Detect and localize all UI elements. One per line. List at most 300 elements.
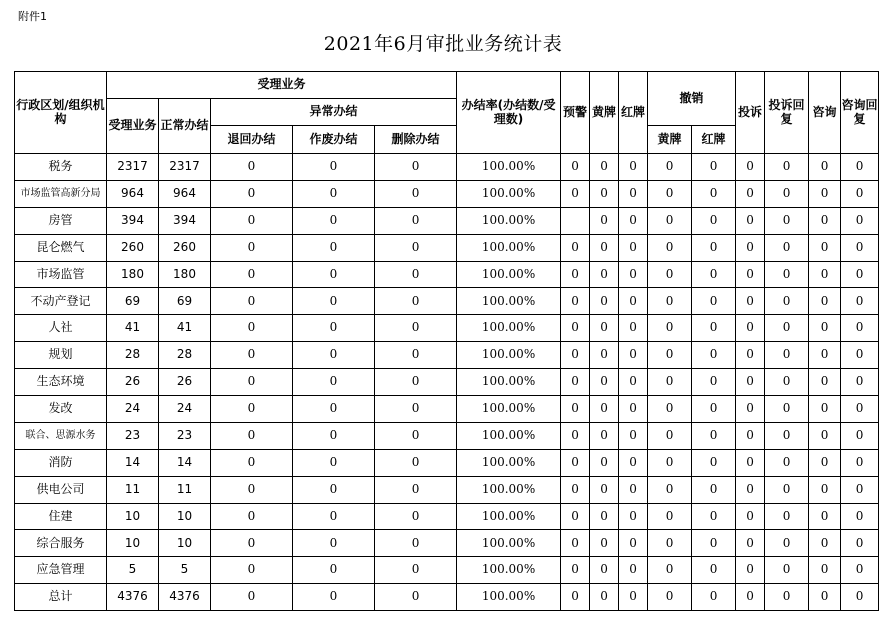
cell-red: 0 bbox=[619, 207, 648, 234]
cell-complaint-reply: 0 bbox=[765, 369, 809, 396]
cell-rate: 100.00% bbox=[457, 557, 561, 584]
cell-revoke-red: 0 bbox=[692, 342, 736, 369]
cell-accepted: 2317 bbox=[107, 154, 159, 181]
cell-revoke-yellow: 0 bbox=[648, 315, 692, 342]
cell-warning: 0 bbox=[561, 261, 590, 288]
cell-yellow: 0 bbox=[590, 396, 619, 423]
cell-accepted: 28 bbox=[107, 342, 159, 369]
cell-returned: 0 bbox=[211, 584, 293, 611]
header-warning: 预警 bbox=[561, 72, 590, 154]
cell-complaint-reply: 0 bbox=[765, 449, 809, 476]
cell-normal: 41 bbox=[159, 315, 211, 342]
cell-voided: 0 bbox=[293, 261, 375, 288]
table-row bbox=[15, 207, 879, 234]
cell-returned: 0 bbox=[211, 503, 293, 530]
cell-revoke-yellow: 0 bbox=[648, 207, 692, 234]
cell-warning: 0 bbox=[561, 180, 590, 207]
row-org: 市场监管高新分局 bbox=[15, 180, 107, 207]
cell-complaint: 0 bbox=[736, 530, 765, 557]
cell-returned: 0 bbox=[211, 180, 293, 207]
cell-complaint-reply: 0 bbox=[765, 530, 809, 557]
row-org: 市场监管 bbox=[15, 261, 107, 288]
cell-returned: 0 bbox=[211, 369, 293, 396]
header-yellow: 黄牌 bbox=[590, 72, 619, 154]
cell-revoke-red: 0 bbox=[692, 288, 736, 315]
cell-rate: 100.00% bbox=[457, 584, 561, 611]
cell-revoke-yellow: 0 bbox=[648, 449, 692, 476]
cell-complaint: 0 bbox=[736, 369, 765, 396]
cell-red: 0 bbox=[619, 369, 648, 396]
row-org: 税务 bbox=[15, 154, 107, 181]
cell-revoke-red: 0 bbox=[692, 154, 736, 181]
cell-accepted: 14 bbox=[107, 449, 159, 476]
header-rate: 办结率(办结数/受理数) bbox=[457, 72, 561, 154]
cell-revoke-red: 0 bbox=[692, 476, 736, 503]
cell-red: 0 bbox=[619, 557, 648, 584]
cell-warning: 0 bbox=[561, 422, 590, 449]
cell-yellow: 0 bbox=[590, 261, 619, 288]
cell-consult: 0 bbox=[809, 422, 841, 449]
cell-consult: 0 bbox=[809, 207, 841, 234]
cell-complaint: 0 bbox=[736, 288, 765, 315]
row-org: 发改 bbox=[15, 396, 107, 423]
table-row bbox=[15, 503, 879, 530]
cell-rate: 100.00% bbox=[457, 503, 561, 530]
cell-consult-reply: 0 bbox=[841, 342, 879, 369]
cell-complaint: 0 bbox=[736, 180, 765, 207]
cell-accepted: 964 bbox=[107, 180, 159, 207]
table-body bbox=[15, 154, 879, 611]
cell-yellow: 0 bbox=[590, 530, 619, 557]
cell-rate: 100.00% bbox=[457, 207, 561, 234]
cell-voided: 0 bbox=[293, 180, 375, 207]
cell-complaint: 0 bbox=[736, 261, 765, 288]
cell-complaint: 0 bbox=[736, 315, 765, 342]
cell-yellow: 0 bbox=[590, 557, 619, 584]
cell-consult-reply: 0 bbox=[841, 449, 879, 476]
cell-red: 0 bbox=[619, 396, 648, 423]
cell-deleted: 0 bbox=[375, 557, 457, 584]
cell-complaint: 0 bbox=[736, 234, 765, 261]
cell-returned: 0 bbox=[211, 396, 293, 423]
cell-complaint-reply: 0 bbox=[765, 503, 809, 530]
cell-red: 0 bbox=[619, 476, 648, 503]
cell-accepted: 260 bbox=[107, 234, 159, 261]
cell-yellow: 0 bbox=[590, 503, 619, 530]
cell-voided: 0 bbox=[293, 342, 375, 369]
cell-rate: 100.00% bbox=[457, 530, 561, 557]
cell-revoke-yellow: 0 bbox=[648, 342, 692, 369]
cell-voided: 0 bbox=[293, 369, 375, 396]
row-org: 应急管理 bbox=[15, 557, 107, 584]
cell-consult-reply: 0 bbox=[841, 288, 879, 315]
cell-accepted: 69 bbox=[107, 288, 159, 315]
header-returned: 退回办结 bbox=[211, 126, 293, 154]
cell-consult: 0 bbox=[809, 503, 841, 530]
cell-deleted: 0 bbox=[375, 449, 457, 476]
cell-warning: 0 bbox=[561, 369, 590, 396]
cell-complaint: 0 bbox=[736, 207, 765, 234]
cell-deleted: 0 bbox=[375, 530, 457, 557]
cell-revoke-yellow: 0 bbox=[648, 476, 692, 503]
cell-deleted: 0 bbox=[375, 396, 457, 423]
cell-revoke-yellow: 0 bbox=[648, 422, 692, 449]
table-row bbox=[15, 234, 879, 261]
cell-warning: 0 bbox=[561, 530, 590, 557]
cell-rate: 100.00% bbox=[457, 154, 561, 181]
cell-warning: 0 bbox=[561, 476, 590, 503]
cell-red: 0 bbox=[619, 422, 648, 449]
cell-complaint: 0 bbox=[736, 476, 765, 503]
header-accepted-group: 受理业务 bbox=[107, 72, 457, 99]
cell-revoke-red: 0 bbox=[692, 530, 736, 557]
cell-returned: 0 bbox=[211, 342, 293, 369]
cell-revoke-red: 0 bbox=[692, 557, 736, 584]
cell-voided: 0 bbox=[293, 449, 375, 476]
cell-yellow: 0 bbox=[590, 288, 619, 315]
cell-warning: 0 bbox=[561, 396, 590, 423]
table-row bbox=[15, 180, 879, 207]
cell-deleted: 0 bbox=[375, 180, 457, 207]
cell-yellow: 0 bbox=[590, 315, 619, 342]
cell-revoke-yellow: 0 bbox=[648, 154, 692, 181]
cell-warning: 0 bbox=[561, 449, 590, 476]
row-org: 房管 bbox=[15, 207, 107, 234]
cell-voided: 0 bbox=[293, 584, 375, 611]
cell-normal: 24 bbox=[159, 396, 211, 423]
cell-normal: 964 bbox=[159, 180, 211, 207]
header-complaint: 投诉 bbox=[736, 72, 765, 154]
cell-deleted: 0 bbox=[375, 261, 457, 288]
cell-yellow: 0 bbox=[590, 584, 619, 611]
header-consult: 咨询 bbox=[809, 72, 841, 154]
cell-yellow: 0 bbox=[590, 476, 619, 503]
row-org: 联合、思源水务 bbox=[15, 422, 107, 449]
cell-rate: 100.00% bbox=[457, 180, 561, 207]
row-org: 生态环境 bbox=[15, 369, 107, 396]
cell-normal: 10 bbox=[159, 530, 211, 557]
cell-revoke-yellow: 0 bbox=[648, 530, 692, 557]
cell-complaint-reply: 0 bbox=[765, 342, 809, 369]
cell-complaint: 0 bbox=[736, 557, 765, 584]
cell-consult: 0 bbox=[809, 449, 841, 476]
cell-returned: 0 bbox=[211, 288, 293, 315]
cell-complaint: 0 bbox=[736, 342, 765, 369]
cell-consult: 0 bbox=[809, 584, 841, 611]
cell-deleted: 0 bbox=[375, 288, 457, 315]
cell-yellow: 0 bbox=[590, 369, 619, 396]
cell-rate: 100.00% bbox=[457, 369, 561, 396]
cell-warning: 0 bbox=[561, 288, 590, 315]
attachment-label: 附件1 bbox=[18, 10, 47, 23]
cell-warning: 0 bbox=[561, 342, 590, 369]
cell-returned: 0 bbox=[211, 449, 293, 476]
cell-complaint: 0 bbox=[736, 422, 765, 449]
cell-consult-reply: 0 bbox=[841, 207, 879, 234]
cell-revoke-red: 0 bbox=[692, 422, 736, 449]
cell-consult: 0 bbox=[809, 342, 841, 369]
cell-voided: 0 bbox=[293, 396, 375, 423]
table-row bbox=[15, 584, 879, 611]
cell-revoke-yellow: 0 bbox=[648, 369, 692, 396]
cell-warning bbox=[561, 207, 590, 234]
cell-yellow: 0 bbox=[590, 154, 619, 181]
cell-revoke-yellow: 0 bbox=[648, 180, 692, 207]
cell-warning: 0 bbox=[561, 315, 590, 342]
cell-returned: 0 bbox=[211, 476, 293, 503]
cell-complaint-reply: 0 bbox=[765, 180, 809, 207]
header-complaint-reply: 投诉回复 bbox=[765, 72, 809, 154]
cell-rate: 100.00% bbox=[457, 422, 561, 449]
cell-rate: 100.00% bbox=[457, 261, 561, 288]
cell-yellow: 0 bbox=[590, 422, 619, 449]
table-row bbox=[15, 422, 879, 449]
cell-revoke-yellow: 0 bbox=[648, 584, 692, 611]
cell-complaint-reply: 0 bbox=[765, 396, 809, 423]
cell-deleted: 0 bbox=[375, 342, 457, 369]
cell-revoke-yellow: 0 bbox=[648, 557, 692, 584]
cell-normal: 4376 bbox=[159, 584, 211, 611]
cell-complaint-reply: 0 bbox=[765, 422, 809, 449]
cell-complaint-reply: 0 bbox=[765, 154, 809, 181]
cell-consult-reply: 0 bbox=[841, 154, 879, 181]
header-red: 红牌 bbox=[619, 72, 648, 154]
table-row bbox=[15, 396, 879, 423]
cell-accepted: 4376 bbox=[107, 584, 159, 611]
cell-red: 0 bbox=[619, 154, 648, 181]
cell-complaint-reply: 0 bbox=[765, 584, 809, 611]
header-normal: 正常办结 bbox=[159, 99, 211, 154]
row-org: 不动产登记 bbox=[15, 288, 107, 315]
cell-complaint-reply: 0 bbox=[765, 261, 809, 288]
cell-consult-reply: 0 bbox=[841, 584, 879, 611]
row-org: 综合服务 bbox=[15, 530, 107, 557]
cell-normal: 2317 bbox=[159, 154, 211, 181]
cell-accepted: 26 bbox=[107, 369, 159, 396]
cell-red: 0 bbox=[619, 584, 648, 611]
cell-rate: 100.00% bbox=[457, 476, 561, 503]
cell-consult: 0 bbox=[809, 396, 841, 423]
cell-complaint-reply: 0 bbox=[765, 476, 809, 503]
cell-normal: 28 bbox=[159, 342, 211, 369]
cell-normal: 260 bbox=[159, 234, 211, 261]
cell-returned: 0 bbox=[211, 315, 293, 342]
cell-rate: 100.00% bbox=[457, 315, 561, 342]
cell-complaint: 0 bbox=[736, 503, 765, 530]
cell-consult: 0 bbox=[809, 154, 841, 181]
cell-voided: 0 bbox=[293, 557, 375, 584]
cell-revoke-yellow: 0 bbox=[648, 503, 692, 530]
cell-red: 0 bbox=[619, 449, 648, 476]
cell-returned: 0 bbox=[211, 422, 293, 449]
cell-consult-reply: 0 bbox=[841, 422, 879, 449]
cell-revoke-red: 0 bbox=[692, 503, 736, 530]
cell-revoke-yellow: 0 bbox=[648, 288, 692, 315]
cell-red: 0 bbox=[619, 234, 648, 261]
cell-complaint-reply: 0 bbox=[765, 557, 809, 584]
cell-voided: 0 bbox=[293, 530, 375, 557]
header-revoke-group: 撤销 bbox=[648, 72, 736, 126]
cell-consult: 0 bbox=[809, 288, 841, 315]
cell-accepted: 24 bbox=[107, 396, 159, 423]
cell-rate: 100.00% bbox=[457, 234, 561, 261]
cell-consult-reply: 0 bbox=[841, 557, 879, 584]
cell-revoke-red: 0 bbox=[692, 315, 736, 342]
header-voided: 作废办结 bbox=[293, 126, 375, 154]
cell-rate: 100.00% bbox=[457, 342, 561, 369]
cell-consult-reply: 0 bbox=[841, 261, 879, 288]
cell-normal: 394 bbox=[159, 207, 211, 234]
cell-warning: 0 bbox=[561, 503, 590, 530]
cell-yellow: 0 bbox=[590, 449, 619, 476]
cell-normal: 180 bbox=[159, 261, 211, 288]
cell-voided: 0 bbox=[293, 288, 375, 315]
header-revoke-red: 红牌 bbox=[692, 126, 736, 154]
cell-returned: 0 bbox=[211, 234, 293, 261]
cell-red: 0 bbox=[619, 342, 648, 369]
cell-revoke-red: 0 bbox=[692, 180, 736, 207]
cell-consult-reply: 0 bbox=[841, 396, 879, 423]
cell-accepted: 23 bbox=[107, 422, 159, 449]
cell-normal: 26 bbox=[159, 369, 211, 396]
cell-deleted: 0 bbox=[375, 584, 457, 611]
cell-returned: 0 bbox=[211, 207, 293, 234]
row-org: 供电公司 bbox=[15, 476, 107, 503]
cell-complaint: 0 bbox=[736, 396, 765, 423]
header-consult-reply: 咨询回复 bbox=[841, 72, 879, 154]
cell-yellow: 0 bbox=[590, 180, 619, 207]
cell-consult-reply: 0 bbox=[841, 530, 879, 557]
cell-deleted: 0 bbox=[375, 234, 457, 261]
cell-red: 0 bbox=[619, 530, 648, 557]
cell-yellow: 0 bbox=[590, 207, 619, 234]
cell-accepted: 5 bbox=[107, 557, 159, 584]
header-revoke-yellow: 黄牌 bbox=[648, 126, 692, 154]
cell-deleted: 0 bbox=[375, 503, 457, 530]
cell-voided: 0 bbox=[293, 207, 375, 234]
cell-deleted: 0 bbox=[375, 154, 457, 181]
table-row bbox=[15, 342, 879, 369]
cell-voided: 0 bbox=[293, 315, 375, 342]
cell-red: 0 bbox=[619, 261, 648, 288]
row-org: 规划 bbox=[15, 342, 107, 369]
approval-stats-table bbox=[14, 71, 879, 611]
header-abnormal-group: 异常办结 bbox=[211, 99, 457, 126]
table-row bbox=[15, 557, 879, 584]
cell-consult-reply: 0 bbox=[841, 503, 879, 530]
cell-consult: 0 bbox=[809, 530, 841, 557]
cell-complaint: 0 bbox=[736, 449, 765, 476]
cell-red: 0 bbox=[619, 315, 648, 342]
cell-voided: 0 bbox=[293, 154, 375, 181]
cell-returned: 0 bbox=[211, 530, 293, 557]
row-org: 昆仑燃气 bbox=[15, 234, 107, 261]
cell-revoke-red: 0 bbox=[692, 261, 736, 288]
cell-warning: 0 bbox=[561, 234, 590, 261]
cell-normal: 5 bbox=[159, 557, 211, 584]
cell-complaint-reply: 0 bbox=[765, 234, 809, 261]
row-org: 总计 bbox=[15, 584, 107, 611]
cell-consult: 0 bbox=[809, 557, 841, 584]
cell-revoke-red: 0 bbox=[692, 396, 736, 423]
cell-complaint: 0 bbox=[736, 154, 765, 181]
cell-deleted: 0 bbox=[375, 315, 457, 342]
cell-accepted: 11 bbox=[107, 476, 159, 503]
row-org: 消防 bbox=[15, 449, 107, 476]
cell-accepted: 10 bbox=[107, 530, 159, 557]
cell-revoke-red: 0 bbox=[692, 369, 736, 396]
cell-consult-reply: 0 bbox=[841, 315, 879, 342]
table-row bbox=[15, 315, 879, 342]
row-org: 住建 bbox=[15, 503, 107, 530]
cell-revoke-red: 0 bbox=[692, 207, 736, 234]
cell-deleted: 0 bbox=[375, 207, 457, 234]
cell-complaint-reply: 0 bbox=[765, 288, 809, 315]
cell-consult: 0 bbox=[809, 234, 841, 261]
cell-revoke-yellow: 0 bbox=[648, 261, 692, 288]
cell-deleted: 0 bbox=[375, 422, 457, 449]
cell-consult: 0 bbox=[809, 369, 841, 396]
cell-yellow: 0 bbox=[590, 234, 619, 261]
cell-consult-reply: 0 bbox=[841, 369, 879, 396]
cell-deleted: 0 bbox=[375, 476, 457, 503]
cell-consult-reply: 0 bbox=[841, 234, 879, 261]
cell-accepted: 41 bbox=[107, 315, 159, 342]
table-row bbox=[15, 449, 879, 476]
cell-deleted: 0 bbox=[375, 369, 457, 396]
cell-normal: 10 bbox=[159, 503, 211, 530]
header-org: 行政区划/组织机构 bbox=[15, 72, 107, 154]
table-row bbox=[15, 288, 879, 315]
cell-normal: 69 bbox=[159, 288, 211, 315]
table-row bbox=[15, 530, 879, 557]
cell-revoke-yellow: 0 bbox=[648, 234, 692, 261]
table-row bbox=[15, 261, 879, 288]
cell-returned: 0 bbox=[211, 154, 293, 181]
cell-consult: 0 bbox=[809, 476, 841, 503]
cell-voided: 0 bbox=[293, 234, 375, 261]
cell-rate: 100.00% bbox=[457, 396, 561, 423]
cell-complaint-reply: 0 bbox=[765, 315, 809, 342]
cell-revoke-red: 0 bbox=[692, 584, 736, 611]
page-title: 2021年6月审批业务统计表 bbox=[323, 33, 563, 55]
cell-revoke-yellow: 0 bbox=[648, 396, 692, 423]
cell-yellow: 0 bbox=[590, 342, 619, 369]
cell-consult-reply: 0 bbox=[841, 476, 879, 503]
cell-accepted: 180 bbox=[107, 261, 159, 288]
cell-normal: 11 bbox=[159, 476, 211, 503]
cell-rate: 100.00% bbox=[457, 449, 561, 476]
cell-returned: 0 bbox=[211, 261, 293, 288]
cell-consult: 0 bbox=[809, 315, 841, 342]
cell-red: 0 bbox=[619, 288, 648, 315]
cell-normal: 14 bbox=[159, 449, 211, 476]
cell-revoke-red: 0 bbox=[692, 449, 736, 476]
cell-complaint-reply: 0 bbox=[765, 207, 809, 234]
cell-returned: 0 bbox=[211, 557, 293, 584]
cell-complaint: 0 bbox=[736, 584, 765, 611]
header-accepted: 受理业务 bbox=[107, 99, 159, 154]
cell-red: 0 bbox=[619, 180, 648, 207]
cell-accepted: 10 bbox=[107, 503, 159, 530]
cell-warning: 0 bbox=[561, 584, 590, 611]
row-org: 人社 bbox=[15, 315, 107, 342]
cell-consult: 0 bbox=[809, 180, 841, 207]
cell-voided: 0 bbox=[293, 503, 375, 530]
cell-consult: 0 bbox=[809, 261, 841, 288]
cell-voided: 0 bbox=[293, 476, 375, 503]
table-row bbox=[15, 369, 879, 396]
